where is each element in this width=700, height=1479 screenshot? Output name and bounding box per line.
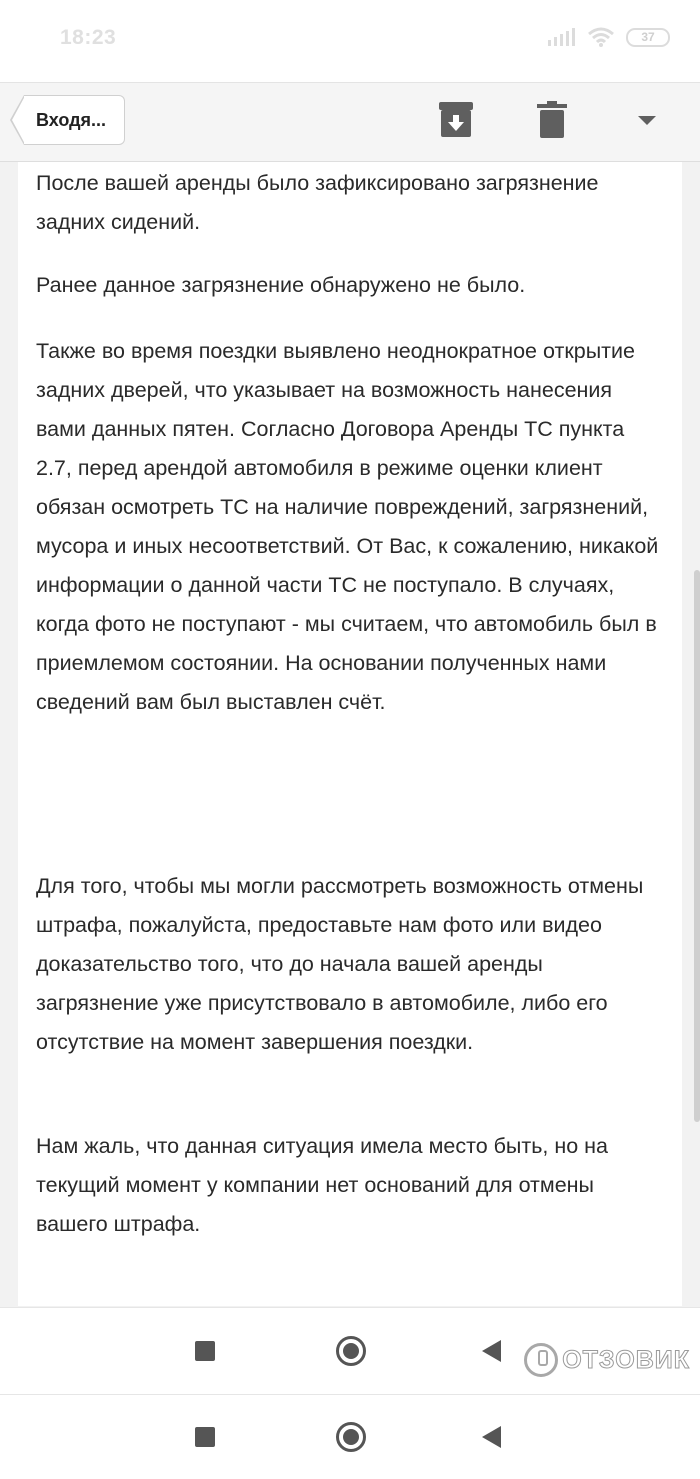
watermark-logo-icon — [524, 1343, 558, 1377]
message-paragraph: Для того, чтобы мы могли рассмотреть возможность отмены штрафа, пожалуйста, предоставьте нам фото или видео доказательство того, что до начала вашей аренды загрязнение уже присутствовало в автомобиле, либо его отсутствие на момент завершения поездки. — [36, 874, 644, 1054]
back-icon[interactable] — [482, 1340, 501, 1362]
message-paragraph: Нам жаль, что данная ситуация имела место быть, но на текущий момент у компании нет оснований для отмены вашего штрафа. — [36, 1134, 609, 1236]
recent-apps-icon[interactable] — [195, 1427, 215, 1447]
watermark-text: ОТЗОВИК — [562, 1345, 690, 1374]
back-icon[interactable] — [482, 1426, 501, 1448]
archive-icon[interactable] — [438, 101, 474, 139]
battery-icon: 37 — [626, 28, 670, 47]
status-bar — [0, 0, 700, 83]
home-icon[interactable] — [336, 1336, 366, 1366]
recent-apps-icon[interactable] — [195, 1341, 215, 1361]
back-button-label: Входя... — [24, 95, 125, 145]
message-paragraph: Также во время поездки выявлено неоднократное открытие задних дверей, что указывает на возможность нанесения вами данных пятен. Согласно Договора Аренды ТС пункта 2.7, перед арендой автомобиля в режиме оценки клиент обязан осмотреть ТС на наличие повреждений, загрязнений, мусора и иных несоответствий. От Вас, к сожалению, никакой информации о данной части ТС не поступало. В случаях, когда фото не поступают - мы считаем, что автомобиль был в приемлемом состоянии. На основании полученных нами сведений вам был выставлен счёт. — [36, 339, 659, 714]
scrollbar[interactable] — [694, 570, 700, 1122]
navigation-bar-secondary — [0, 1394, 700, 1479]
status-time: 18:23 — [60, 26, 117, 49]
watermark-logo — [524, 1343, 690, 1377]
message-paragraph: Ранее данное загрязнение обнаружено не было. — [36, 273, 526, 297]
message-body — [18, 162, 682, 1306]
signal-icon — [548, 28, 576, 46]
status-icons — [548, 27, 670, 47]
wifi-icon — [588, 27, 614, 47]
mail-toolbar — [0, 83, 700, 162]
back-arrow-icon — [10, 95, 24, 145]
back-to-inbox-button[interactable] — [10, 95, 125, 145]
home-icon[interactable] — [336, 1422, 366, 1452]
trash-icon[interactable] — [537, 101, 567, 139]
caret-down-icon[interactable] — [638, 116, 656, 125]
message-paragraph: После вашей аренды было зафиксировано загрязнение задних сидений. — [36, 171, 599, 234]
